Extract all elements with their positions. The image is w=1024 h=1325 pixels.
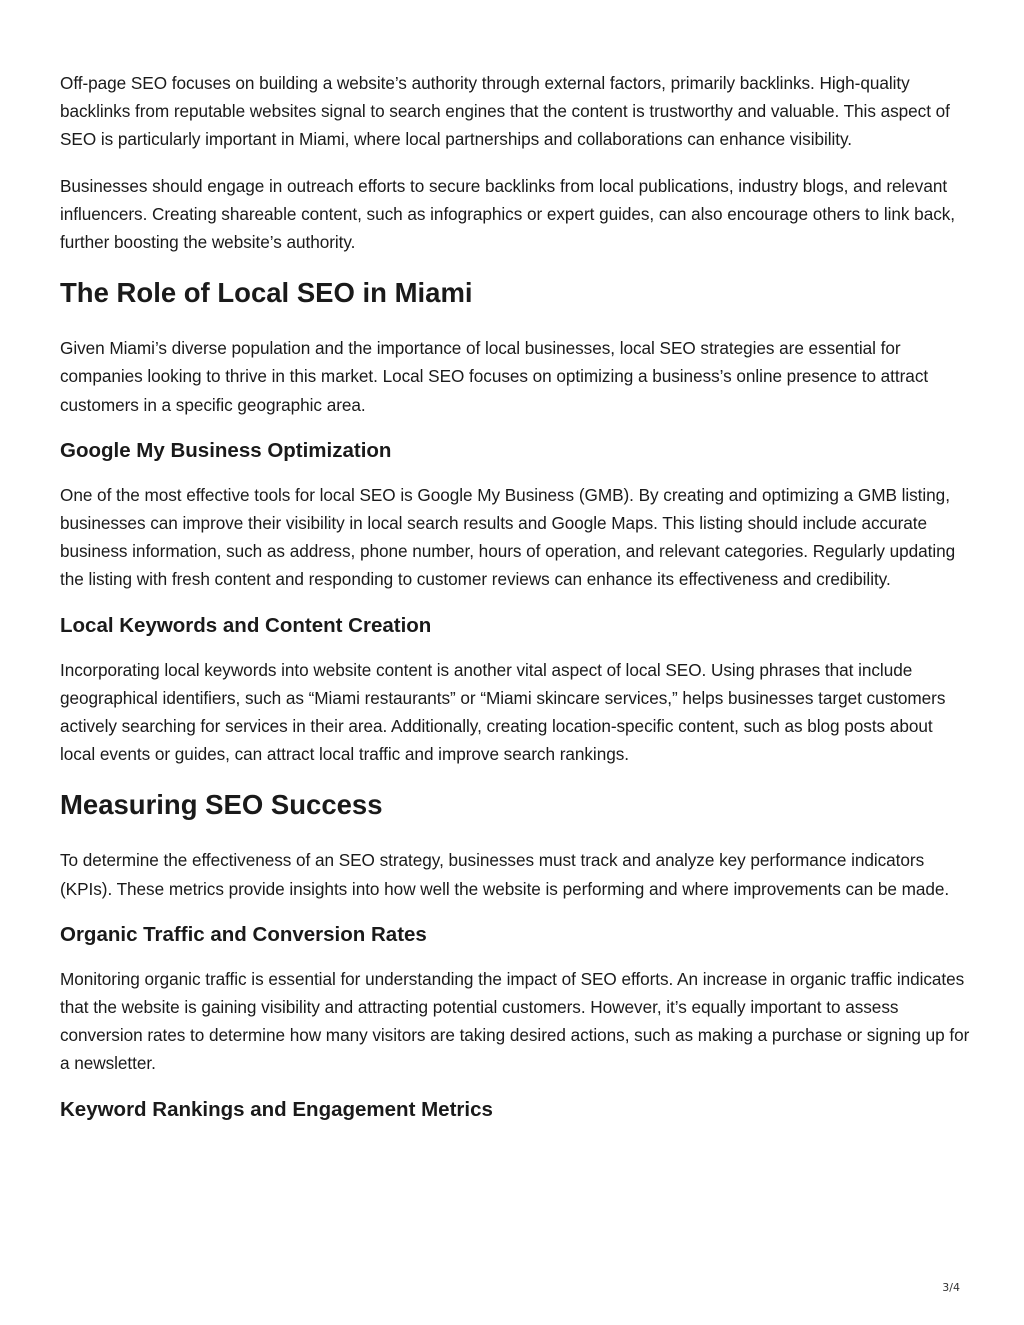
page-number: 3/4 <box>942 1281 960 1294</box>
document-body <box>60 69 972 1140</box>
paragraph-off-page-seo: Off-page SEO focuses on building a website’s authority through external factors, primarily backlinks. High-quality backlinks from reputable websites signal to search engines that the content is trustworthy and valuable. This aspect of SEO is particularly important in Miami, where local partnerships and collaborations can enhance visibility. <box>60 73 950 150</box>
paragraph-outreach: Businesses should engage in outreach efforts to secure backlinks from local publications, industry blogs, and relevant influencers. Creating shareable content, such as infographics or expert guides, can also encourage others to link back, further boosting the website’s authority. <box>60 175 956 253</box>
paragraph-organic-traffic: Monitoring organic traffic is essential for understanding the impact of SEO efforts. An increase in organic traffic indicates that the website is gaining visibility and attracting potential customers. However, it’s equally important to assess conversion rates to determine how many visitors are taking desired actions, such as making a purchase or signing up for a newsletter. <box>60 968 970 1074</box>
heading-role-of-local-seo: The Role of Local SEO in Miami <box>60 277 473 309</box>
subheading-local-keywords: Local Keywords and Content Creation <box>60 613 432 637</box>
heading-measuring-seo-success: Measuring SEO Success <box>60 789 383 821</box>
subheading-keyword-rankings: Keyword Rankings and Engagement Metrics <box>60 1097 493 1121</box>
paragraph-local-keywords: Incorporating local keywords into website content is another vital aspect of local SEO. Using phrases that include geographical identifiers, such as “Miami restaurants” or “Miami skincare services,” helps businesses target customers actively searching for services in their area. Additionally, creating location-specific content, such as blog posts about local events or guides, can attract local traffic and improve search rankings. <box>60 659 946 765</box>
paragraph-local-seo-intro: Given Miami’s diverse population and the importance of local businesses, local SEO strategies are essential for companies looking to thrive in this market. Local SEO focuses on optimizing a business’s online presence to attract customers in a specific geographic area. <box>60 338 929 415</box>
subheading-organic-traffic: Organic Traffic and Conversion Rates <box>60 922 427 946</box>
paragraph-kpis: To determine the effectiveness of an SEO strategy, businesses must track and analyze key performance indicators (KPIs). These metrics provide insights into how well the website is performing and where improvements can be made. <box>60 850 950 899</box>
subheading-google-my-business: Google My Business Optimization <box>60 438 392 462</box>
paragraph-gmb: One of the most effective tools for local SEO is Google My Business (GMB). By creating and optimizing a GMB listing, businesses can improve their visibility in local search results and Google Maps. This listing should include accurate business information, such as address, phone number, hours of operation, and relevant categories. Regularly updating the listing with fresh content and responding to customer reviews can enhance its effectiveness and credibility. <box>60 484 956 590</box>
